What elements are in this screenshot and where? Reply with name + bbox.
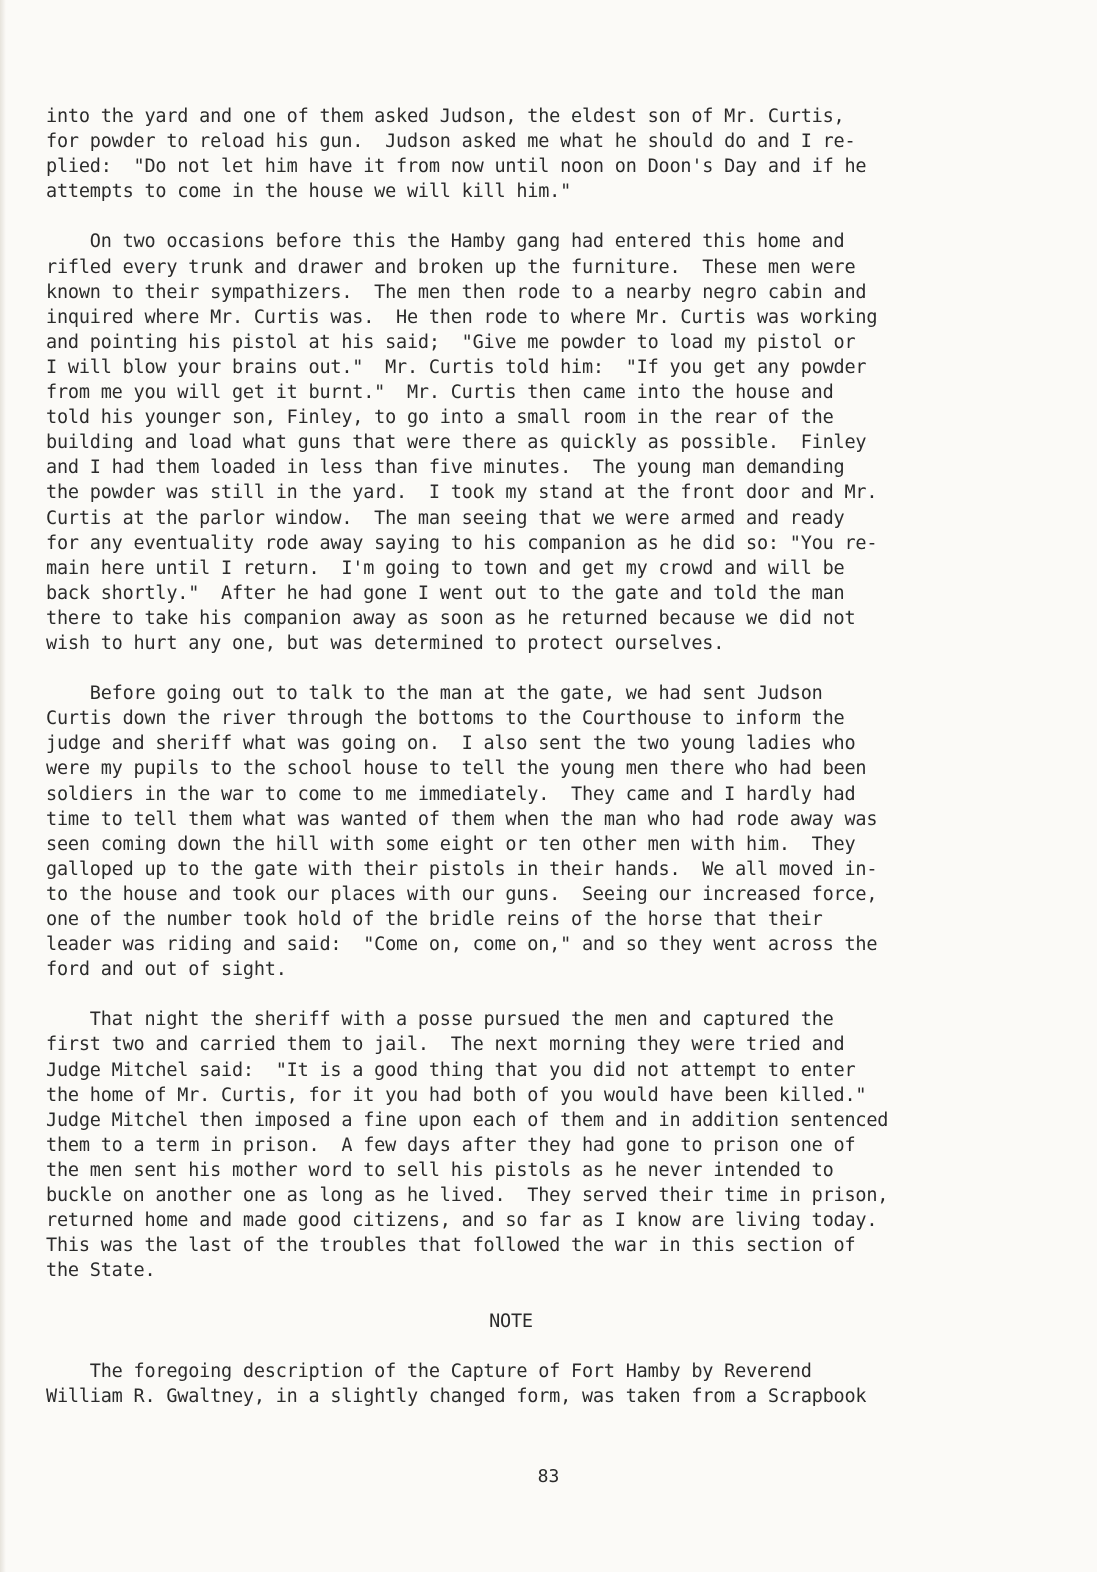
text-line: known to their sympathizers. The men then rode to a nearby negro cabin and	[46, 281, 867, 303]
text-line: for powder to reload his gun. Judson asked me what he should do and I re-	[46, 131, 856, 153]
text-line: leader was riding and said: "Come on, come on," and so they went across the	[46, 934, 878, 956]
text-line: Before going out to talk to the man at the gate, we had sent Judson	[46, 683, 823, 705]
text-line: buckle on another one as long as he lived. They served their time in prison,	[46, 1185, 889, 1207]
text-line: time to tell them what was wanted of them when the man who had rode away was	[46, 808, 878, 830]
text-line: there to take his companion away as soon as he returned because we did not	[46, 607, 856, 629]
text-line: the State.	[46, 1260, 156, 1282]
text-line: the men sent his mother word to sell his pistols as he never intended to	[46, 1159, 834, 1181]
text-line: Curtis down the river through the bottoms to the Courthouse to inform the	[46, 708, 845, 730]
text-line: soldiers in the war to come to me immediately. They came and I hardly had	[46, 783, 856, 805]
text-line: The foregoing description of the Capture of Fort Hamby by Reverend	[46, 1360, 812, 1382]
text-line: one of the number took hold of the bridle reins of the horse that their	[46, 909, 823, 930]
text-line: for any eventuality rode away saying to his companion as he did so: "You re-	[46, 532, 878, 554]
text-line: building and load what guns that were there as quickly as possible. Finley	[46, 432, 867, 454]
text-line: William R. Gwaltney, in a slightly changed form, was taken from a Scrapbook	[46, 1385, 867, 1407]
text-line: Judge Mitchel said: "It is a good thing that you did not attempt to enter	[46, 1059, 856, 1081]
text-line: returned home and made good citizens, and so far as I know are living today.	[46, 1210, 878, 1232]
paragraph-4	[46, 1007, 1036, 1283]
paragraph-1	[46, 104, 1036, 204]
text-line: told his younger son, Finley, to go into a small room in the rear of the	[46, 407, 834, 429]
text-line: rifled every trunk and drawer and broken up the furniture. These men were	[46, 256, 856, 278]
text-line: Curtis at the parlor window. The man seeing that we were armed and ready	[46, 507, 845, 529]
text-line: Judge Mitchel then imposed a fine upon each of them and in addition sentenced	[46, 1109, 889, 1131]
text-line: judge and sheriff what was going on. I also sent the two young ladies who	[46, 733, 856, 755]
text-line: to the house and took our places with our guns. Seeing our increased force,	[46, 883, 878, 905]
text-line: the home of Mr. Curtis, for it you had both of you would have been killed."	[46, 1084, 867, 1106]
text-line: were my pupils to the school house to tell the young men there who had been	[46, 758, 867, 780]
text-line: main here until I return. I'm going to town and get my crowd and will be	[46, 557, 845, 579]
text-line: On two occasions before this the Hamby gang had entered this home and	[46, 231, 845, 253]
paragraph-3	[46, 681, 1036, 982]
text-line: I will blow your brains out." Mr. Curtis told him: "If you get any powder	[46, 356, 867, 378]
text-line: the powder was still in the yard. I took my stand at the front door and Mr.	[46, 482, 878, 504]
text-line: wish to hurt any one, but was determined to protect ourselves.	[46, 632, 725, 654]
text-line: first two and carried them to jail. The next morning they were tried and	[46, 1034, 845, 1056]
text-line: attempts to come in the house we will kill him."	[46, 181, 572, 203]
text-line: ford and out of sight.	[46, 959, 287, 981]
text-line: them to a term in prison. A few days after they had gone to prison one of	[46, 1134, 856, 1156]
text-line: That night the sheriff with a posse pursued the men and captured the	[46, 1009, 834, 1031]
page-number: 83	[537, 1466, 560, 1487]
text-line: seen coming down the hill with some eight or ten other men with him. They	[46, 833, 856, 855]
text-line: from me you will get it burnt." Mr. Curtis then came into the house and	[46, 382, 834, 404]
body-text	[46, 104, 1036, 1434]
text-line: plied: "Do not let him have it from now until noon on Doon's Day and if he	[46, 156, 867, 178]
page-edge-shadow	[0, 0, 6, 1572]
text-line: This was the last of the troubles that followed the war in this section of	[46, 1235, 856, 1257]
note-paragraph	[46, 1359, 1036, 1409]
text-line: inquired where Mr. Curtis was. He then rode to where Mr. Curtis was working	[46, 306, 878, 328]
text-line: galloped up to the gate with their pistols in their hands. We all moved in-	[46, 858, 878, 880]
text-line: and pointing his pistol at his said; "Give me powder to load my pistol or	[46, 331, 856, 353]
text-line: back shortly." After he had gone I went out to the gate and told the man	[46, 582, 845, 604]
note-heading: NOTE	[489, 1310, 533, 1332]
text-line: and I had them loaded in less than five minutes. The young man demanding	[46, 457, 845, 479]
paragraph-2	[46, 229, 1036, 656]
text-line: into the yard and one of them asked Judson, the eldest son of Mr. Curtis,	[46, 106, 845, 127]
